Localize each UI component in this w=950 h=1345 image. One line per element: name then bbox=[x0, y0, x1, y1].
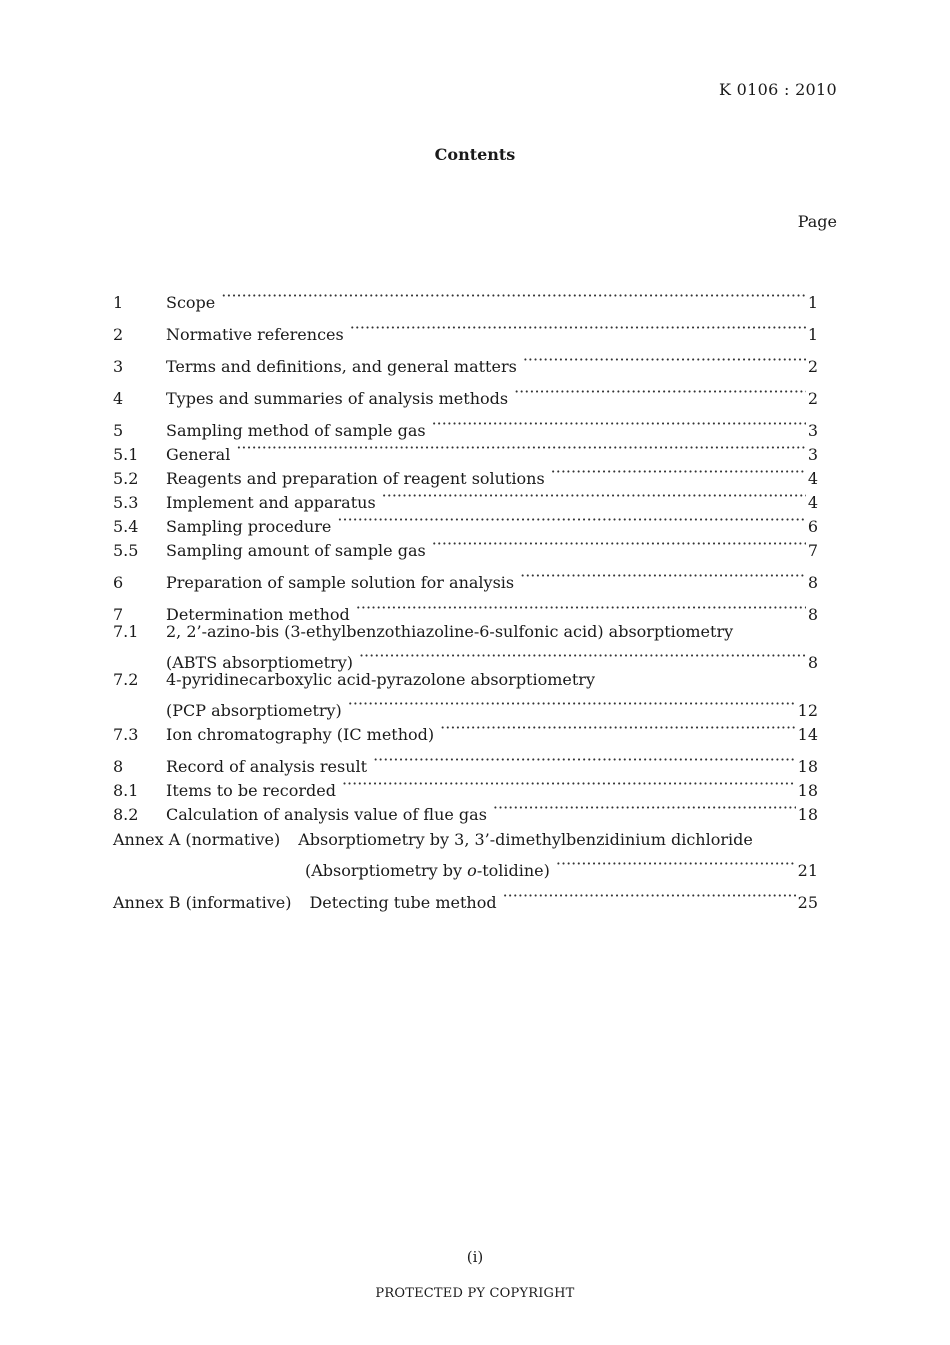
dot-leader bbox=[221, 284, 806, 308]
dot-leader bbox=[382, 484, 806, 508]
toc-page: 1 bbox=[807, 325, 818, 344]
toc-label-continued: (Absorptiometry by o-tolidine) bbox=[305, 861, 550, 880]
toc-label: Record of analysis result bbox=[166, 757, 368, 776]
toc-number: 5.2 bbox=[113, 469, 139, 488]
dot-leader bbox=[440, 716, 795, 740]
toc-label: Reagents and preparation of reagent solutions bbox=[166, 469, 545, 488]
toc-label: Normative references bbox=[166, 325, 344, 344]
toc-page: 18 bbox=[797, 757, 818, 776]
toc-label: Absorptiometry by 3, 3’-dimethylbenzidinium dichloride bbox=[298, 830, 753, 849]
toc-entry-4[interactable] bbox=[113, 380, 818, 408]
toc-number: 7.3 bbox=[113, 725, 139, 744]
toc-page: 2 bbox=[807, 389, 818, 408]
standard-number: K 0106 : 2010 bbox=[719, 80, 837, 99]
toc-page: 3 bbox=[807, 421, 818, 440]
toc-entry-annex-a-continued[interactable] bbox=[113, 852, 818, 880]
toc-page: 4 bbox=[807, 469, 818, 488]
toc-number: 7.2 bbox=[113, 670, 139, 689]
toc-label: General bbox=[166, 445, 231, 464]
toc-number: 1 bbox=[113, 293, 124, 312]
toc-page: 8 bbox=[807, 605, 818, 624]
toc-page: 25 bbox=[797, 893, 818, 912]
copyright-notice: PROTECTED PY COPYRIGHT bbox=[375, 1286, 575, 1301]
dot-leader bbox=[432, 532, 806, 556]
toc-entry-5[interactable] bbox=[113, 412, 818, 440]
toc-label: Sampling method of sample gas bbox=[166, 421, 426, 440]
dot-leader bbox=[350, 316, 806, 340]
dot-leader bbox=[337, 508, 805, 532]
toc-label: 4-pyridinecarboxylic acid-pyrazolone absorptiometry bbox=[166, 670, 595, 689]
toc-page: 1 bbox=[807, 293, 818, 312]
toc-entry-7-2-continued[interactable] bbox=[113, 692, 818, 720]
toc-number: 3 bbox=[113, 357, 124, 376]
dot-leader bbox=[356, 596, 806, 620]
toc-page: 14 bbox=[797, 725, 818, 744]
toc-number: 5 bbox=[113, 421, 124, 440]
dot-leader bbox=[503, 884, 796, 908]
toc-label: Detecting tube method bbox=[309, 893, 497, 912]
toc-page: 6 bbox=[807, 517, 818, 536]
toc-label-continued: (PCP absorptiometry) bbox=[166, 701, 342, 720]
dot-leader bbox=[359, 644, 806, 668]
toc-number: 8.1 bbox=[113, 781, 139, 800]
toc-number: 2 bbox=[113, 325, 124, 344]
toc-label: Sampling amount of sample gas bbox=[166, 541, 426, 560]
toc-page: 18 bbox=[797, 781, 818, 800]
toc-label: Terms and definitions, and general matters bbox=[166, 357, 517, 376]
dot-leader bbox=[551, 460, 806, 484]
toc-number: 4 bbox=[113, 389, 124, 408]
toc-entry-3[interactable] bbox=[113, 348, 818, 376]
toc-page: 3 bbox=[807, 445, 818, 464]
toc-entry-7-1[interactable] bbox=[113, 620, 818, 644]
toc-page: 2 bbox=[807, 357, 818, 376]
toc-label-continued: (ABTS absorptiometry) bbox=[166, 653, 353, 672]
toc-page: 8 bbox=[807, 573, 818, 592]
toc-entry-7-1-continued[interactable] bbox=[113, 644, 818, 672]
toc-page: 4 bbox=[807, 493, 818, 512]
toc-number: 8.2 bbox=[113, 805, 139, 824]
toc-entry-2[interactable] bbox=[113, 316, 818, 344]
toc-entry-annex-b[interactable] bbox=[113, 884, 818, 912]
dot-leader bbox=[556, 852, 796, 876]
dot-leader bbox=[342, 772, 796, 796]
toc-label: Preparation of sample solution for analysis bbox=[166, 573, 515, 592]
toc-page: 18 bbox=[797, 805, 818, 824]
dot-leader bbox=[348, 692, 796, 716]
toc-label: Calculation of analysis value of flue gas bbox=[166, 805, 487, 824]
toc-page: 8 bbox=[807, 653, 818, 672]
toc-label: Items to be recorded bbox=[166, 781, 336, 800]
toc-entry-8[interactable] bbox=[113, 748, 818, 776]
table-of-contents bbox=[113, 284, 818, 912]
toc-entry-7-2[interactable] bbox=[113, 668, 818, 692]
toc-entry-7[interactable] bbox=[113, 596, 818, 624]
annex-prefix: Annex A (normative) bbox=[113, 830, 281, 849]
toc-label: Sampling procedure bbox=[166, 517, 332, 536]
toc-label: Types and summaries of analysis methods bbox=[166, 389, 509, 408]
dot-leader bbox=[514, 380, 806, 404]
dot-leader bbox=[523, 348, 806, 372]
dot-leader bbox=[432, 412, 806, 436]
toc-label: Implement and apparatus bbox=[166, 493, 376, 512]
dot-leader bbox=[520, 564, 806, 588]
contents-title: Contents bbox=[434, 145, 516, 164]
page-column-heading: Page bbox=[797, 212, 837, 231]
toc-label: Determination method bbox=[166, 605, 350, 624]
dot-leader bbox=[493, 796, 796, 820]
annex-prefix: Annex B (informative) bbox=[113, 893, 292, 912]
toc-number: 8 bbox=[113, 757, 124, 776]
toc-entry-6[interactable] bbox=[113, 564, 818, 592]
toc-number: 5.5 bbox=[113, 541, 139, 560]
toc-number: 5.4 bbox=[113, 517, 139, 536]
footer-page-number: (i) bbox=[466, 1248, 484, 1266]
toc-page: 7 bbox=[807, 541, 818, 560]
toc-label: Ion chromatography (IC method) bbox=[166, 725, 435, 744]
toc-entry-annex-a[interactable] bbox=[113, 828, 818, 852]
toc-number: 5.3 bbox=[113, 493, 139, 512]
dot-leader bbox=[236, 436, 805, 460]
toc-page: 21 bbox=[797, 861, 818, 880]
toc-number: 6 bbox=[113, 573, 124, 592]
toc-number: 7 bbox=[113, 605, 124, 624]
toc-label: 2, 2’-azino-bis (3-ethylbenzothiazoline-6-sulfonic acid) absorptiometry bbox=[166, 622, 734, 641]
toc-number: 7.1 bbox=[113, 622, 139, 641]
toc-entry-1[interactable] bbox=[113, 284, 818, 312]
toc-page: 12 bbox=[797, 701, 818, 720]
toc-number: 5.1 bbox=[113, 445, 139, 464]
toc-label: Scope bbox=[166, 293, 216, 312]
dot-leader bbox=[373, 748, 796, 772]
